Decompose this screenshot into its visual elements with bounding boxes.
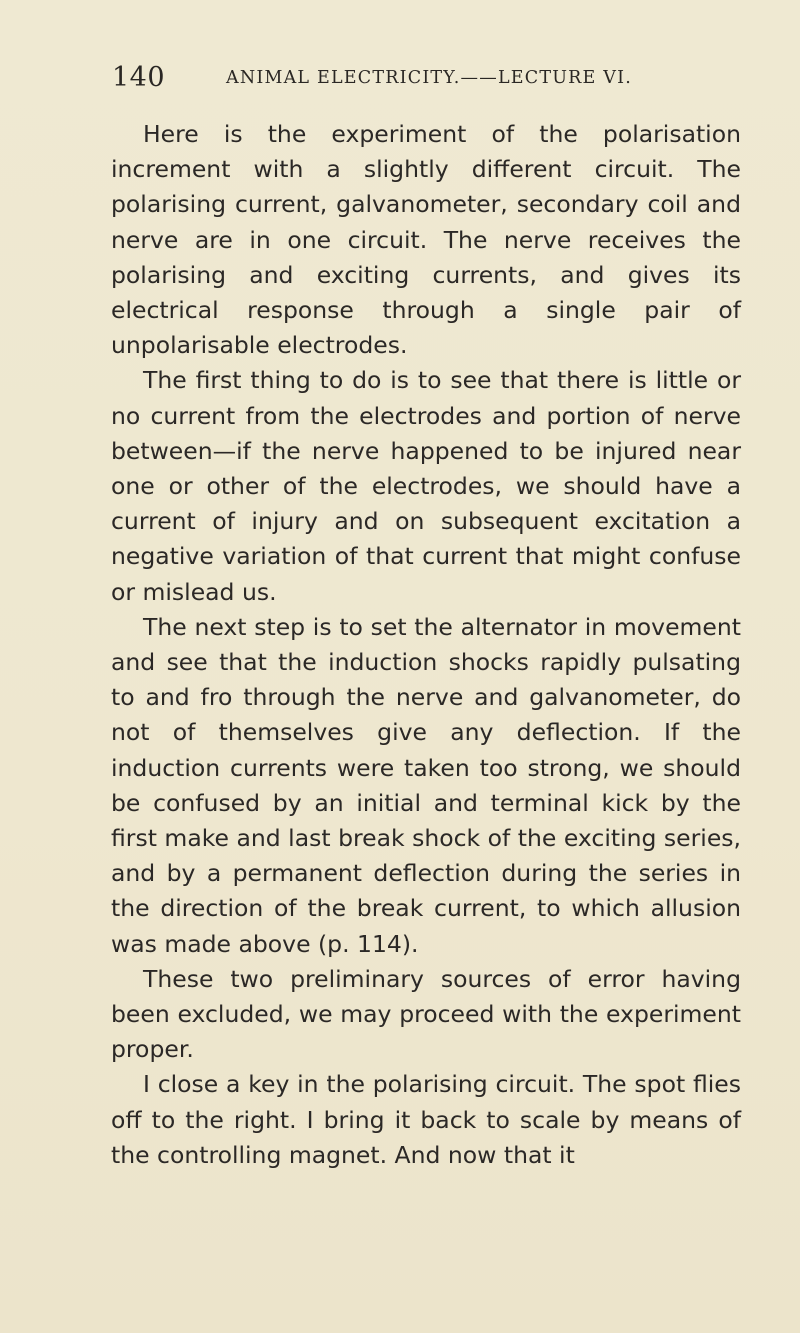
page-number: 140 <box>112 62 166 93</box>
body-text <box>111 117 741 1173</box>
paragraph-4: These two preliminary sources of error having been excluded, we may proceed with the experiment proper. <box>111 964 741 1064</box>
paragraph-1: Here is the experiment of the polarisation increment with a slightly different circuit. The polarising current, galvanometer, secondary coil and nerve are in one circuit. The nerve receives the polarising and exciting currents, and gives its electrical response through a single pair of unpolarisable electrodes. <box>111 120 741 360</box>
paragraph-3: The next step is to set the alternator in movement and see that the induction shocks rapidly pulsating to and fro through the nerve and galvanometer, do not of themselves give any deflection. If the induction currents were taken too strong, we should be confused by an initial and terminal kick by the first make and last break shock of the exciting series, and by a permanent deflection during the series in the direction of the break current, to which allusion was made above (p. 114). <box>111 612 741 958</box>
running-head-title: ANIMAL ELECTRICITY.——LECTURE VI. <box>226 68 632 88</box>
paragraph-2: The first thing to do is to see that there is little or no current from the electrodes and portion of nerve between—if the nerve happened to be injured near one or other of the electrodes, we should have a current of injury and on subsequent excitation a negative variation of that current that might confuse or mislead us. <box>111 366 741 606</box>
running-head <box>112 62 672 102</box>
paragraph-5: I close a key in the polarising circuit. The spot flies off to the right. I bring it back to scale by means of the controlling magnet. And now that it <box>111 1070 741 1169</box>
